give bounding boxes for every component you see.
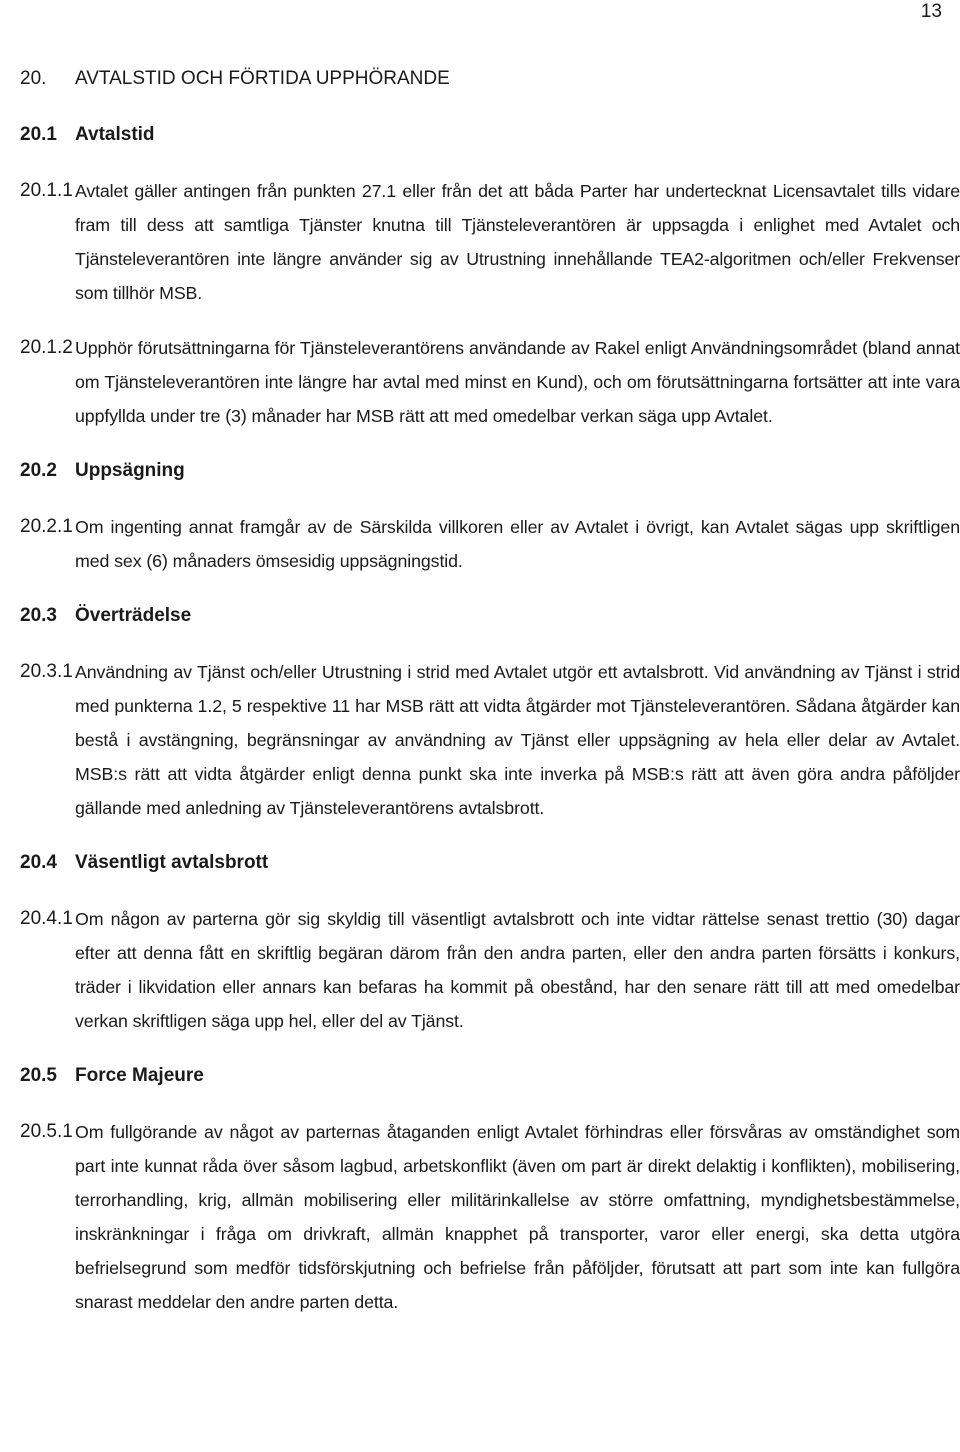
page-number: 13 [920,1,942,22]
section-title: AVTALSTID OCH FÖRTIDA UPPHÖRANDE [75,68,450,89]
clause-number: 20.2.1 [20,516,73,537]
subsection-title: Uppsägning [75,460,185,481]
subsection-heading-20-3 [20,599,960,633]
clause-number: 20.3.1 [20,661,73,682]
clause-number: 20.1.2 [20,337,73,358]
subsection-number: 20.4 [20,852,57,873]
clause-20-4-1 [20,902,960,1038]
clause-text: Om ingenting annat framgår av de Särskilda villkoren eller av Avtalet i övrigt, kan Avtalet sägas upp skriftligen med sex (6) månaders ömsesidig uppsägningstid. [75,517,960,571]
clause-20-2-1 [20,510,960,578]
subsection-title: Avtalstid [75,124,155,145]
clause-text: Om någon av parterna gör sig skyldig till väsentligt avtalsbrott och inte vidtar rättelse senast trettio (30) dagar efter att denna fått en skriftlig begäran därom från den andra parten, eller den andra parten försätts i konkurs, träder i likvidation eller annars kan befaras ha kommit på obestånd, har den senare rätt till att med omedelbar verkan skriftligen säga upp hel, eller del av Tjänst. [75,909,960,1031]
clause-text: Upphör förutsättningarna för Tjänsteleverantörens användande av Rakel enligt Användningsområdet (bland annat om Tjänsteleverantören inte längre har avtal med minst en Kund), och om förutsättningarna fortsätter att inte vara uppfyllda under tre (3) månader har MSB rätt att med omedelbar verkan säga upp Avtalet. [75,338,960,426]
clause-20-3-1 [20,655,960,825]
subsection-number: 20.3 [20,605,57,626]
subsection-heading-20-4 [20,846,960,880]
subsection-title: Force Majeure [75,1065,204,1086]
clause-text: Avtalet gäller antingen från punkten 27.1 eller från det att båda Parter har undertecknat Licensavtalet tills vidare fram till dess att samtliga Tjänster knutna till Tjänsteleverantören är uppsagda i enlighet med Avtalet och Tjänsteleverantören inte längre använder sig av Utrustning innehållande TEA2-algoritmen och/eller Frekvenser som tillhör MSB. [75,181,960,303]
clause-20-1-1 [20,174,960,310]
clause-text: Om fullgörande av något av parternas åtaganden enligt Avtalet förhindras eller försvåras av omständighet som part inte kunnat råda över såsom lagbud, arbetskonflikt (även om part är direkt delaktig i konflikten), mobilisering, terrorhandling, krig, allmän mobilisering eller militärinkallelse av större omfattning, myndighetsbestämmelse, inskränkningar i fråga om drivkraft, allmän knapphet på transporter, varor eller energi, ska detta utgöra befrielsegrund som medför tidsförskjutning och befrielse från påföljder, förutsatt att part som inte kan fullgöra snarast meddelar den andre parten detta. [75,1122,960,1312]
clause-20-5-1 [20,1115,960,1319]
subsection-heading-20-2 [20,454,960,488]
document-body [20,62,960,1340]
section-heading-20 [20,62,960,96]
clause-text: Användning av Tjänst och/eller Utrustning i strid med Avtalet utgör ett avtalsbrott. Vid användning av Tjänst i strid med punkterna 1.2, 5 respektive 11 har MSB rätt att vidta åtgärder mot Tjänsteleverantören. Sådana åtgärder kan bestå i avstängning, begränsningar av användning av Tjänst eller uppsägning av hela eller delar av Avtalet. MSB:s rätt att vidta åtgärder enligt denna punkt ska inte inverka på MSB:s rätt att även göra andra påföljder gällande med anledning av Tjänsteleverantörens avtalsbrott. [75,662,960,818]
subsection-heading-20-1 [20,118,960,152]
subsection-title: Överträdelse [75,605,192,626]
clause-number: 20.4.1 [20,908,73,929]
clause-number: 20.5.1 [20,1121,73,1142]
clause-20-1-2 [20,331,960,433]
subsection-number: 20.2 [20,460,57,481]
section-number: 20. [20,68,47,89]
subsection-number: 20.1 [20,124,57,145]
subsection-number: 20.5 [20,1065,57,1086]
subsection-title: Väsentligt avtalsbrott [75,852,269,873]
clause-number: 20.1.1 [20,180,73,201]
subsection-heading-20-5 [20,1059,960,1093]
